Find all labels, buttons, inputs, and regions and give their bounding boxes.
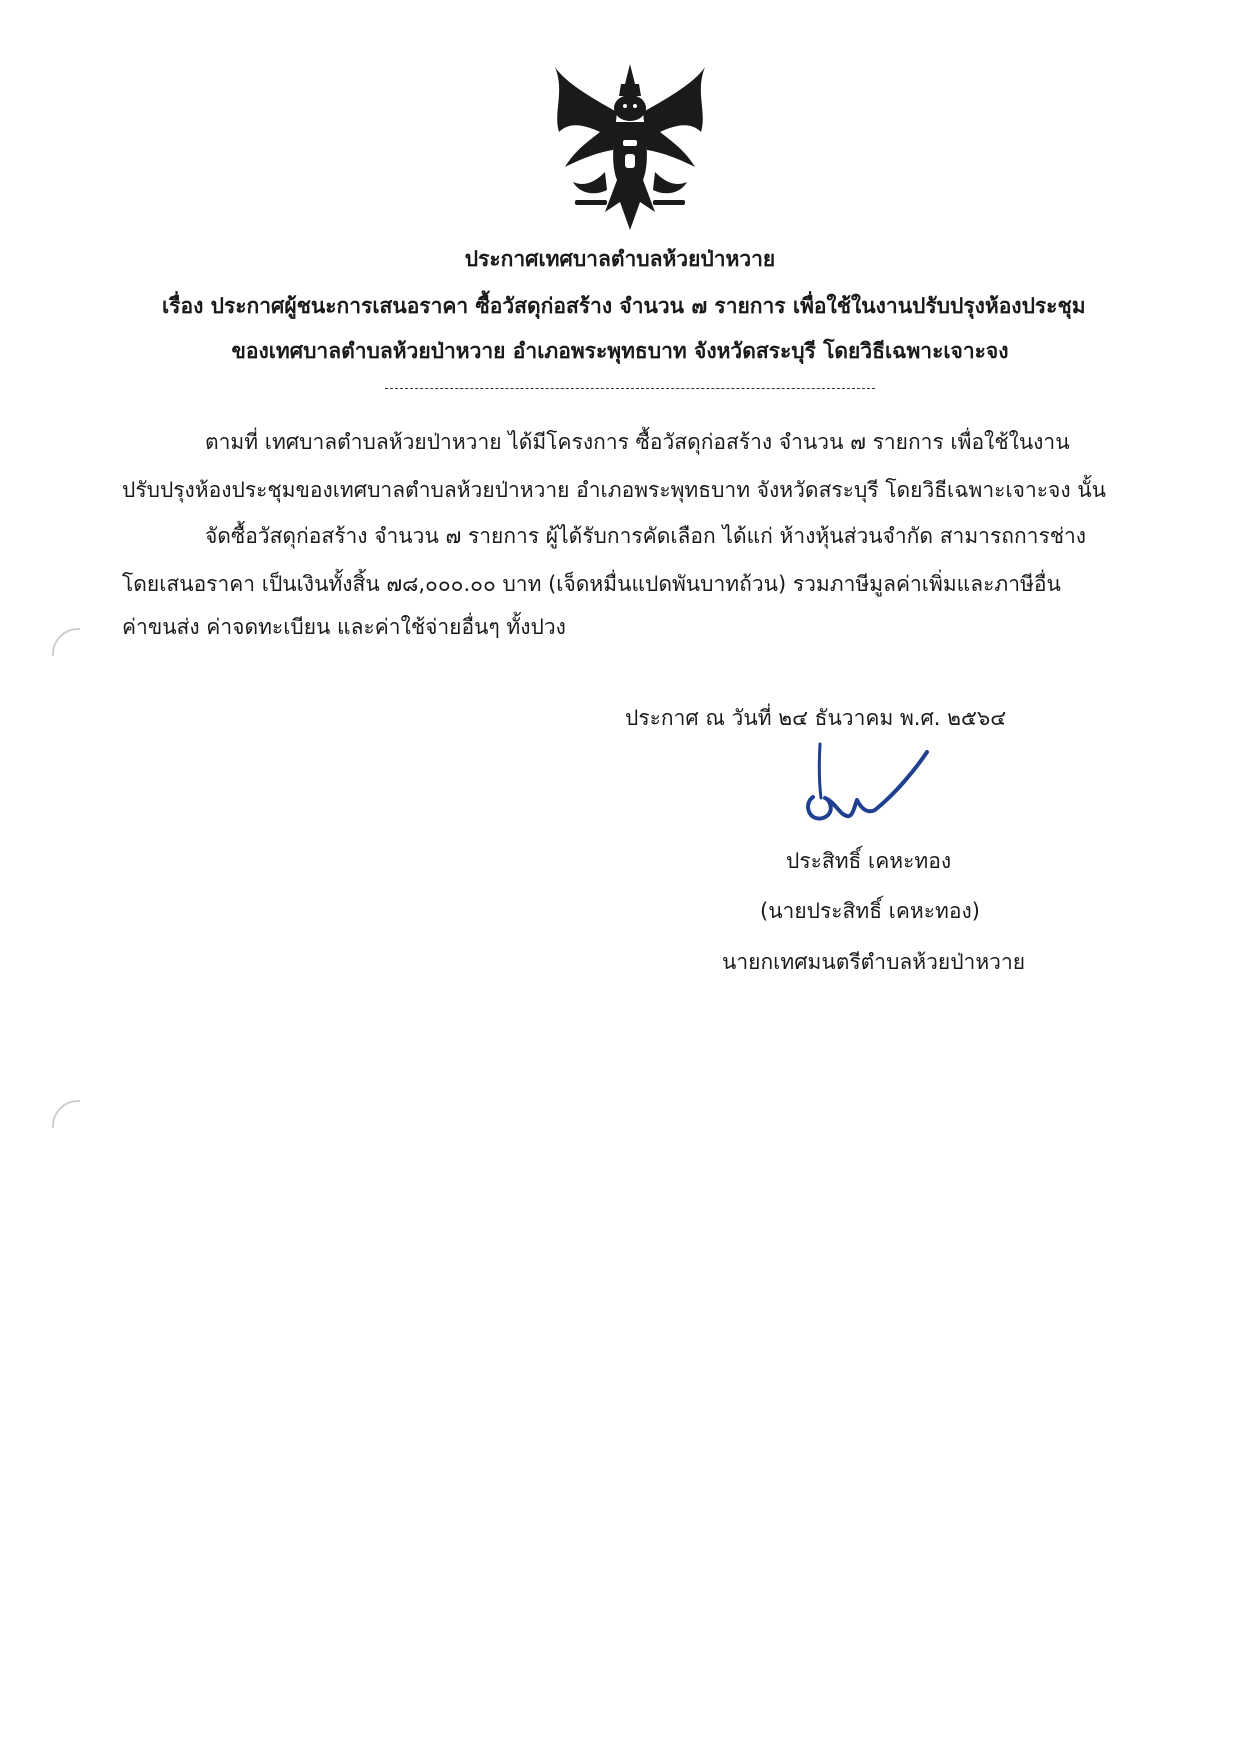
divider-rule (385, 388, 875, 389)
para2-line2: โดยเสนอราคา เป็นเงินทั้งสิ้น ๗๘,๐๐๐.๐๐ บาท (เจ็ดหมื่นแปดพันบาทถ้วน) รวมภาษีมูลค่าเพิ่มและภาษีอื่น (122, 572, 1061, 596)
signatory-full-name: (นายประสิทธิ์ เคหะทอง) (760, 899, 980, 923)
announcement-title: ประกาศเทศบาลตำบลห้วยป่าหวาย (464, 247, 776, 271)
garuda-emblem-icon (545, 62, 715, 232)
signature-name: ประสิทธิ์ เคหะทอง (786, 849, 952, 873)
para1-line1: ตามที่ เทศบาลตำบลห้วยป่าหวาย ได้มีโครงการ ซื้อวัสดุก่อสร้าง จำนวน ๗ รายการ เพื่อใช้ในงาน (205, 430, 1070, 454)
punch-hole-mark (52, 628, 80, 656)
para2-line3: ค่าขนส่ง ค่าจดทะเบียน และค่าใช้จ่ายอื่นๆ ทั้งปวง (122, 615, 566, 639)
announcement-date: ประกาศ ณ วันที่ ๒๔ ธันวาคม พ.ศ. ๒๕๖๔ (625, 706, 1007, 730)
subject-line-2: ของเทศบาลตำบลห้วยป่าหวาย อำเภอพระพุทธบาท จังหวัดสระบุรี โดยวิธีเฉพาะเจาะจง (231, 339, 1009, 363)
para1-line2: ปรับปรุงห้องประชุมของเทศบาลตำบลห้วยป่าหวาย อำเภอพระพุทธบาท จังหวัดสระบุรี โดยวิธีเฉพาะเจาะจง นั้น (122, 478, 1106, 502)
punch-hole-mark (52, 1100, 80, 1128)
para2-line1: จัดซื้อวัสดุก่อสร้าง จำนวน ๗ รายการ ผู้ได้รับการคัดเลือก ได้แก่ ห้างหุ้นส่วนจำกัด สามารถการช่าง (205, 524, 1087, 548)
signature-icon (795, 742, 935, 832)
signatory-position: นายกเทศมนตรีตำบลห้วยป่าหวาย (722, 950, 1026, 974)
subject-line-1: เรื่อง ประกาศผู้ชนะการเสนอราคา ซื้อวัสดุก่อสร้าง จำนวน ๗ รายการ เพื่อใช้ในงานปรับปรุงห้องประชุม (162, 294, 1086, 318)
